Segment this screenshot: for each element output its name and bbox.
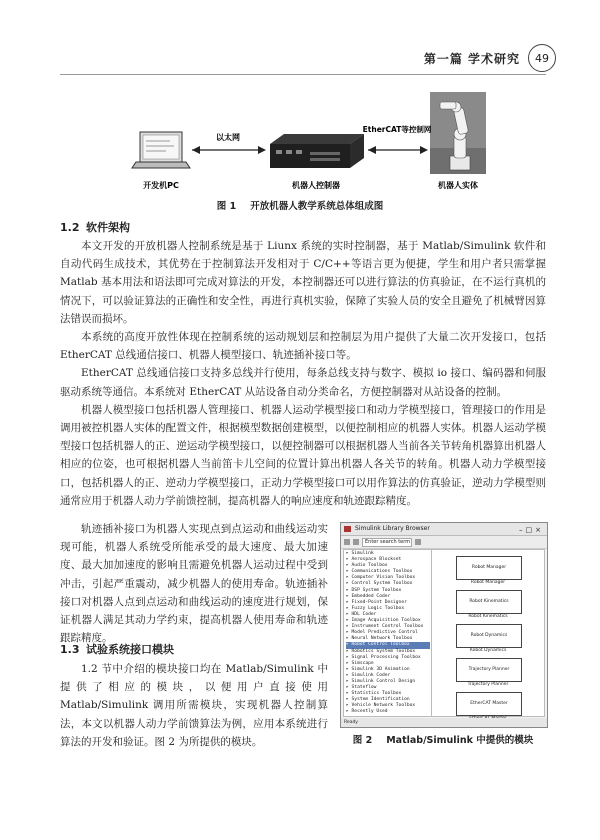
block-panel (431, 549, 545, 717)
robot-arm-icon (430, 92, 486, 174)
simulink-block-label: Robot Manager (470, 580, 506, 585)
label-ethernet: 以太网 (216, 133, 240, 142)
label-robot-entity: 机器人实体 (438, 181, 478, 190)
section-1-3-heading (60, 641, 174, 657)
controller-box-icon (270, 134, 364, 168)
library-tree-item[interactable]: ▸ Audio Toolbox (346, 563, 388, 569)
section-title: 试验系统接口模块 (86, 643, 174, 656)
library-tree-item[interactable]: ▸ Computer Vision Toolbox (346, 575, 416, 581)
library-tree-item[interactable]: ▸ Simscape (346, 660, 374, 666)
library-tree-item[interactable]: ▸ Recently Used (346, 709, 388, 715)
ethernet-arrow (192, 146, 266, 154)
section-number: 1.2 (60, 221, 80, 234)
library-tree-item[interactable]: ▸ Neural Network Toolbox (346, 636, 413, 642)
section-1-2-body (60, 237, 546, 510)
simulink-block[interactable]: Robot Kinematics (456, 590, 522, 614)
window-titlebar (341, 523, 547, 536)
library-tree-item[interactable]: ▸ HDL Coder (346, 611, 377, 617)
library-tree-item[interactable]: ▸ Fixed-Point Designer (346, 599, 407, 605)
figure-1-caption-label: 图 1 (216, 201, 237, 212)
laptop-icon (132, 132, 190, 168)
figure-1-system-diagram (110, 88, 490, 194)
forward-icon[interactable] (353, 539, 359, 545)
simulink-block-label: Trajectory Planner (467, 682, 509, 687)
window-controls[interactable]: –□× (519, 526, 544, 534)
header-title: 第一篇 学术研究 (423, 51, 520, 66)
library-tree-item[interactable]: ▸ Simulink Coder (346, 672, 391, 678)
ethercat-arrow (368, 146, 428, 154)
library-tree-item[interactable]: ▸ Robot Control Toolbox (346, 642, 430, 648)
header-rule (60, 74, 546, 75)
section-1-2-heading (60, 219, 130, 235)
status-bar: Ready (341, 718, 547, 727)
simulink-block-label: Robot Dynamics (469, 648, 507, 653)
library-tree-item[interactable]: ▸ Simulink 3D Animation (346, 666, 410, 672)
search-input[interactable]: Enter search term (362, 538, 412, 547)
figure-2-caption (340, 732, 546, 746)
section-1-2-body-continued (60, 520, 328, 647)
page-header (424, 44, 556, 72)
search-icon[interactable] (415, 539, 421, 545)
figure-1-illustration (110, 88, 490, 194)
paragraph: 1.2 节中介绍的模块接口均在 Matlab/Simulink 中提供了相应的模块，以便用户直接使用 Matlab/Simulink 调用所需模块，实现机器人控制算法，本文以机器人动力学前馈算法为例，应用本系统进行算法的开发和验证。图 2 为所提供的模块。 (60, 663, 328, 748)
page-number: 49 (528, 44, 556, 72)
library-tree-item[interactable]: ▸ Instrument Control Toolbox (346, 624, 424, 630)
library-tree-item[interactable]: ▸ Statistics Toolbox (346, 691, 402, 697)
figure-2-caption-text: Matlab/Simulink 中提供的模块 (386, 735, 534, 746)
section-1-3-body (60, 660, 328, 751)
library-tree-item[interactable]: ▸ Embedded Coder (346, 593, 391, 599)
simulink-block[interactable]: EtherCAT Master (456, 692, 522, 716)
label-dev-pc: 开发机PC (143, 181, 179, 190)
library-tree[interactable] (343, 549, 433, 717)
simulink-block[interactable]: Robot Dynamics (456, 624, 522, 648)
library-tree-item[interactable]: ▸ System Identification (346, 697, 410, 703)
library-tree-item[interactable]: ▸ Image Acquisition Toolbox (346, 618, 421, 624)
back-icon[interactable] (344, 539, 350, 545)
label-ethercat: EtherCAT等控制网 (362, 125, 432, 134)
section-title: 软件架构 (86, 221, 130, 234)
figure-2-caption-label: 图 2 (352, 735, 373, 746)
library-tree-item[interactable]: ▸ Communications Toolbox (346, 569, 413, 575)
library-tree-item[interactable]: ▸ Control System Toolbox (346, 581, 413, 587)
matlab-icon (344, 526, 351, 532)
library-tree-item[interactable]: ▸ Vehicle Network Toolbox (346, 703, 416, 709)
library-tree-item[interactable]: ▸ Stateflow (346, 685, 377, 691)
paragraph: EtherCAT 总线通信接口支持多总线并行使用，每条总线支持与数字、模拟 io 接口、编码器和伺服驱动系统等通信。本系统对 EtherCAT 从站设备自动分类命名，方便控制器对从站设备的控制。 (60, 367, 546, 398)
paragraph: 本系统的高度开放性体现在控制系统的运动规划层和控制层为用户提供了大量二次开发接口，包括 EtherCAT 总线通信接口、机器人模型接口、轨迹插补接口等。 (60, 331, 546, 362)
library-tree-item[interactable]: ▸ Model Predictive Control (346, 630, 418, 636)
library-tree-item[interactable]: ▸ DSP System Toolbox (346, 587, 402, 593)
paragraph: 本文开发的开放机器人控制系统是基于 Liunx 系统的实时控制器，基于 Matlab/Simulink 软件和自动代码生成技术，其优势在于控制算法开发相对于 C/C++等语言更为便捷，学生和用户者只需掌握 Matlab 基本用法和语法即可完成对算法的开发，本控制器还可以进行算法的仿真验证，在不运行真机的情况下，可以验证算法的正确性和安全性，再进行真机实验，保障了实验人员的安全且避免了机械臂因算法错误而损坏。 (60, 240, 546, 325)
simulink-block[interactable]: Trajectory Planner (456, 658, 522, 682)
library-tree-item[interactable]: ▸ Aerospace Blockset (346, 557, 402, 563)
library-tree-item[interactable]: ▸ Simulink (346, 551, 374, 556)
figure-2-simulink-screenshot (340, 522, 548, 728)
library-tree-item[interactable]: ▸ Simulink Control Design (346, 678, 416, 684)
toolbar (341, 536, 547, 549)
paragraph: 轨迹插补接口为机器人实现点到点运动和曲线运动实现可能，机器人系统受所能承受的最大速度、最大加速度、最大加加速度的影响且需避免机器人运动过程中受到冲击，引起严重震动，减少机器人的使用寿命。轨迹插补接口对机器人点到点运动和曲线运动的速度进行规划，保证机器人满足其动力学约束，提高机器人使用寿命和轨迹跟踪精度。 (60, 523, 328, 645)
library-tree-item[interactable]: ▸ Fuzzy Logic Toolbox (346, 605, 405, 611)
window-title: Simulink Library Browser (355, 525, 430, 532)
paragraph: 机器人模型接口包括机器人管理接口、机器人运动学模型接口和动力学模型接口，管理接口的作用是调用被控机器人实体的配置文件，根据模型数据创建模型，以便控制相应的机器人实体。机器人运动学模型接口包括机器人的正、逆运动学模型接口，以便控制器可以根据机器人当前各关节转角机器算出机器人相应的位姿，也可根据机器人当前笛卡儿空间的位置计算出机器人各关节的转角。机器人动力学模型接口，包括机器人的正、逆动力学模型接口，正动力学模型接口可以用作算法的仿真验证，逆动力学模型则通常应用于机器人动力学前馈控制，提高机器人的响应速度和轨迹跟踪精度。 (60, 403, 546, 507)
figure-1-caption (0, 198, 600, 212)
simulink-block[interactable]: Robot Manager (456, 556, 522, 580)
figure-1-caption-text: 开放机器人教学系统总体组成图 (250, 201, 384, 212)
library-tree-item[interactable]: ▸ Signal Processing Toolbox (346, 654, 421, 660)
library-tree-item[interactable]: ▸ Robotics System Toolbox (346, 648, 416, 654)
section-number: 1.3 (60, 643, 80, 656)
label-robot-controller: 机器人控制器 (292, 181, 340, 190)
simulink-block-label: Robot Kinematics (468, 614, 508, 619)
